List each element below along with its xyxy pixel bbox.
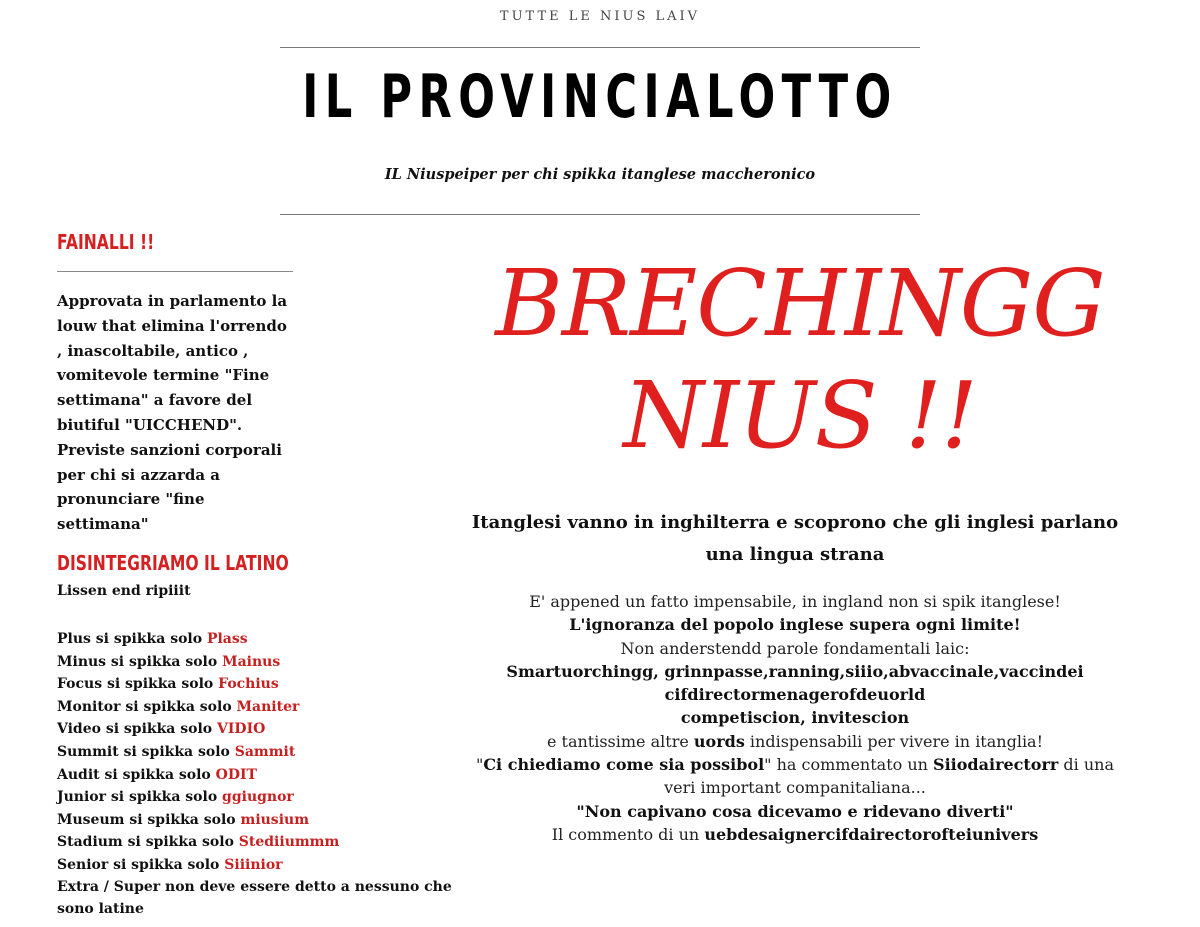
list-item: [57, 786, 477, 809]
list-item: [57, 628, 477, 651]
itanglese-word: VIDIO: [217, 721, 266, 738]
latin-term: Senior si spikka solo: [57, 856, 225, 873]
article-attribution: Il commento di un uebdesaignercifdairectorofteiunivers: [551, 824, 1039, 844]
latin-term: Junior si spikka solo: [57, 789, 223, 806]
latin-term: Audit si spikka solo: [57, 766, 216, 783]
itanglese-word: ODIT: [215, 766, 257, 783]
latin-term: Video si spikka solo: [57, 721, 218, 738]
article-line: e tantissime altre uords indispensabili per vivere in itanglia!: [546, 731, 1044, 751]
article-body: [470, 590, 1120, 846]
itanglese-word: miusium: [240, 811, 310, 828]
list-item: [57, 741, 477, 764]
itanglese-word: Siiinior: [224, 856, 283, 873]
kicker: TUTTE LE NIUS LAIV: [499, 9, 701, 24]
list-item: [57, 764, 477, 787]
article-quote: "Ci chiediamo come sia possibol" ha commentato un Siiodairectorr di una veri important companitaliana...: [475, 755, 1115, 798]
article-line: E' appened un fatto impensabile, in ingland non si spik itanglese!: [529, 592, 1061, 611]
list-item: [57, 854, 477, 877]
masthead-title: IL PROVINCIALOTTO: [302, 62, 898, 132]
tagline: IL Niuspeiper per chi spikka itanglese maccheronico: [384, 166, 816, 183]
latin-term: Minus si spikka solo: [57, 653, 223, 670]
article-line: L'ignoranza del popolo inglese supera ogni limite!: [569, 615, 1021, 635]
headline-line-1: BRECHINGG: [495, 250, 1105, 357]
masthead-top-rule: [280, 47, 920, 48]
latino-heading: DISINTEGRIAMO IL LATINO: [57, 551, 289, 575]
itanglese-word: Sammit: [234, 743, 296, 760]
latin-term: Focus si spikka solo: [57, 676, 219, 693]
itanglese-word: Fochius: [218, 676, 279, 693]
fainalli-heading: FAINALLI !!: [57, 230, 155, 254]
latin-term: Summit si spikka solo: [57, 743, 235, 760]
latino-list: [57, 628, 477, 877]
list-item: [57, 831, 477, 854]
article-line: Non anderstendd parole fondamentali laic:: [620, 638, 970, 658]
list-item: [57, 673, 477, 696]
latin-term: Stadium si spikka solo: [57, 834, 239, 851]
list-item: [57, 651, 477, 674]
itanglese-word: Maniter: [236, 698, 300, 715]
fainalli-rule: [57, 271, 293, 272]
article-line: Smartuorchingg, grinnpasse,ranning,siiio,abvaccinale,vaccindei cifdirectormenagerofdeuorld: [506, 661, 1084, 705]
article-subhead: Itanglesi vanno in inghilterra e scoprono che gli inglesi parlano una lingua strana: [471, 512, 1119, 565]
latin-term: Plus si spikka solo: [57, 631, 207, 647]
list-item: [57, 809, 477, 832]
latin-term: Museum si spikka solo: [57, 811, 241, 828]
latino-extra-note: Extra / Super non deve essere detto a nessuno che sono latine: [57, 879, 452, 917]
fainalli-body: Approvata in parlamento la louw that elimina l'orrendo , inascoltabile, antico , vomitevole termine "Fine settimana" a favore del biutiful "UICCHEND". Previste sanzioni corporali per chi si azzarda a pronunciare "fine settimana": [57, 292, 288, 534]
article-line: competiscion, invitescion: [680, 708, 910, 728]
breaking-headline: [470, 248, 1130, 472]
latino-intro: Lissen end ripiiit: [57, 583, 191, 599]
latin-term: Monitor si spikka solo: [57, 698, 237, 715]
list-item: [57, 696, 477, 719]
itanglese-word: ggiugnor: [222, 789, 294, 806]
itanglese-word: Mainus: [222, 653, 281, 670]
masthead-bottom-rule: [280, 214, 920, 215]
headline-line-2: NIUS !!: [623, 362, 977, 469]
itanglese-word: Plass: [206, 631, 248, 647]
itanglese-word: Stediiummm: [238, 834, 340, 851]
article-quote: "Non capivano cosa dicevamo e ridevano diverti": [576, 801, 1014, 821]
list-item: [57, 718, 477, 741]
